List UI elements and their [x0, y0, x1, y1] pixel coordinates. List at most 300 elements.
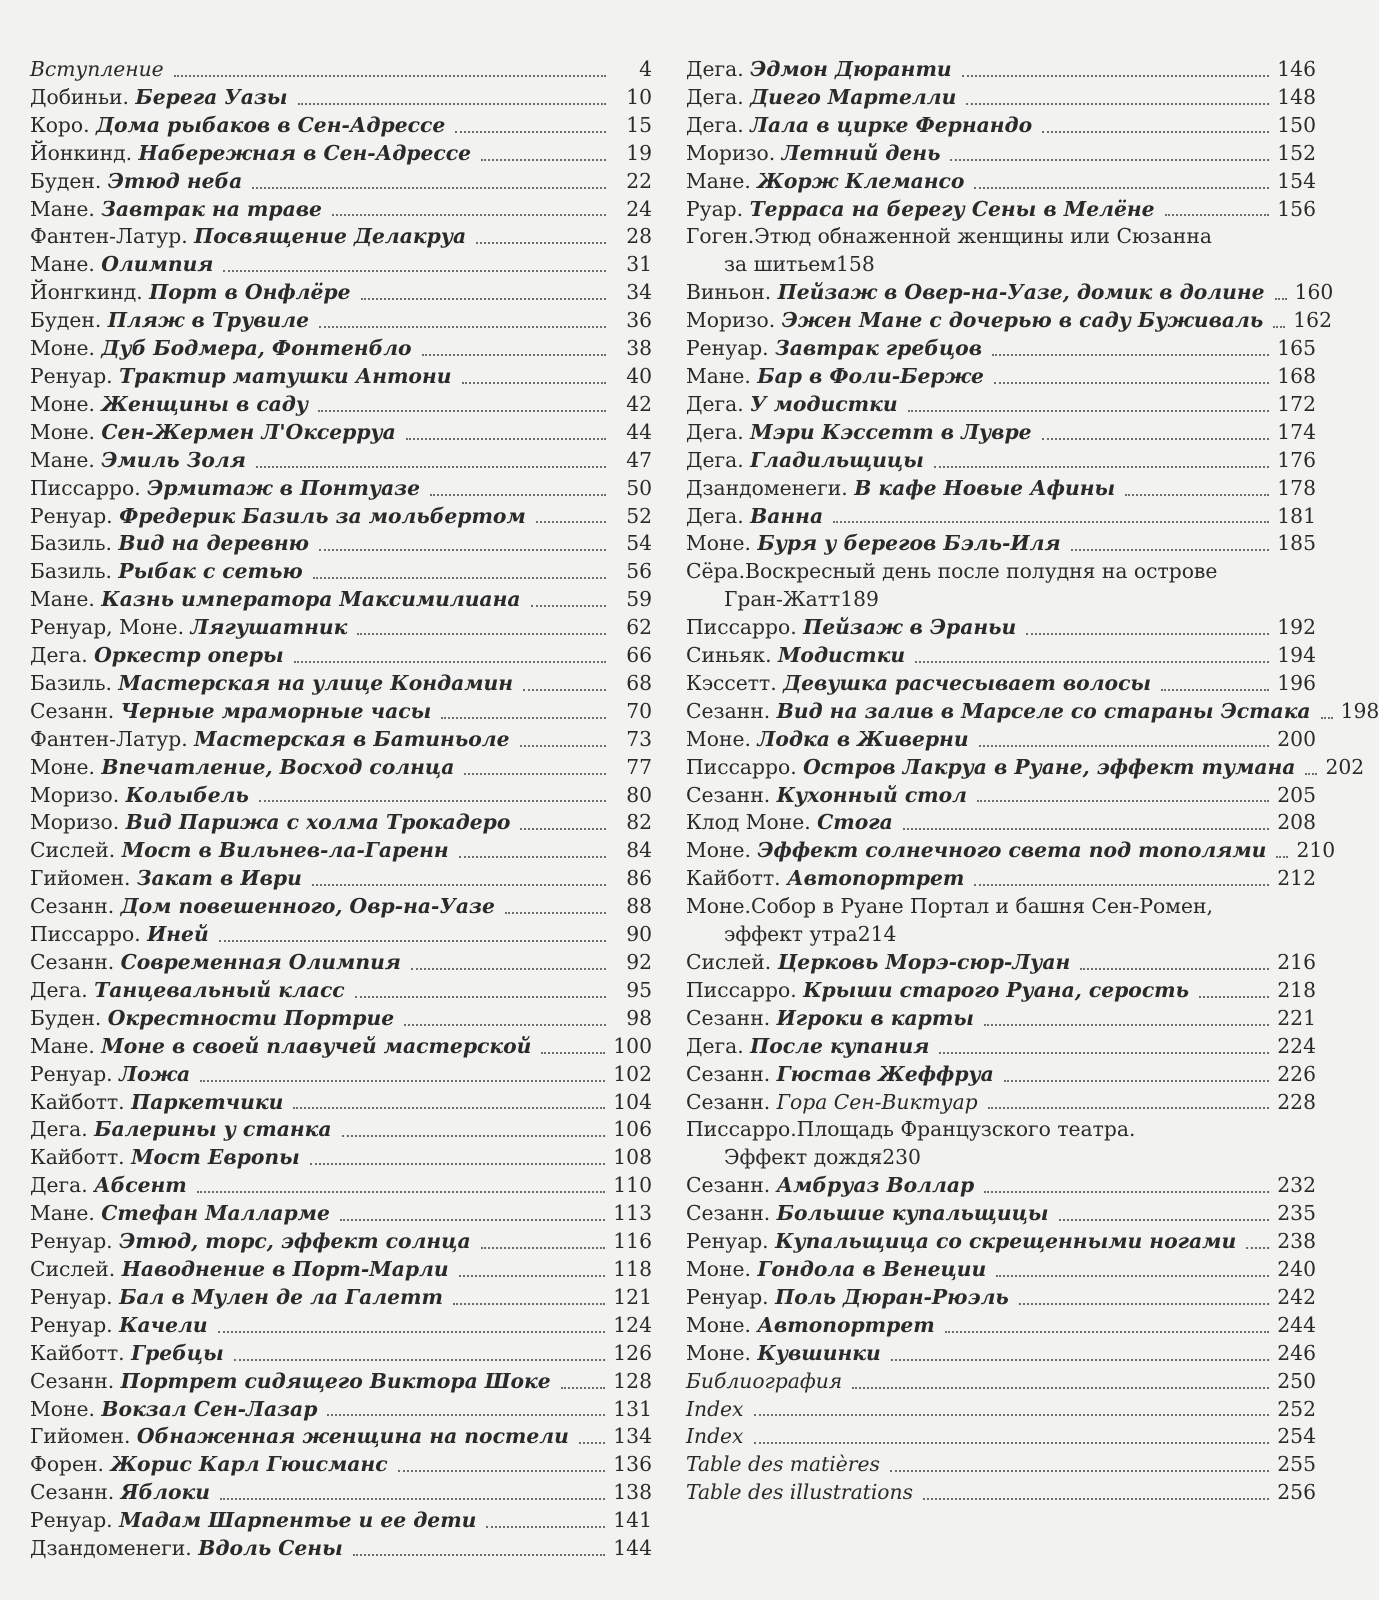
toc-entry-page: 172 [1277, 391, 1316, 416]
toc-entry-title: Index [686, 1396, 744, 1421]
toc-entry-text [686, 977, 1189, 1005]
toc-entry-author: Моне. [686, 726, 751, 751]
toc-entry-page: 192 [1277, 615, 1316, 640]
toc-entry [686, 1089, 1316, 1117]
toc-entry-page: 178 [1277, 475, 1316, 500]
toc-entry-text [686, 1423, 744, 1451]
toc-entry-text [686, 1005, 974, 1033]
toc-entry-author: Моне. [30, 336, 95, 361]
toc-entry-page: 158 [836, 252, 875, 277]
toc-entry-text [686, 1172, 974, 1200]
toc-entry-author: Сезанн. [686, 698, 771, 723]
toc-entry-page: 176 [1277, 447, 1316, 472]
toc-entry-author: Моне. [686, 1340, 751, 1365]
toc-entry-author: Базиль. [30, 559, 112, 584]
toc-entry-title: Пейзаж в Овер-на-Уазе, домик в долине [777, 280, 1265, 305]
toc-entry-author: Добиньи. [30, 84, 129, 109]
toc-entry-title: Бар в Фоли-Берже [757, 363, 984, 388]
toc-entry [686, 782, 1316, 810]
toc-entry [686, 893, 1316, 949]
toc-entry-page: 214 [857, 922, 897, 947]
dot-leader [422, 354, 606, 356]
dot-leader [992, 354, 1269, 356]
toc-entry-author: Мане. [30, 587, 95, 612]
toc-entry-text [30, 1312, 208, 1340]
toc-entry [30, 1535, 652, 1563]
dot-leader [319, 549, 606, 551]
toc-entry-page: 202 [1325, 754, 1365, 779]
toc-entry-page: 40 [626, 363, 652, 388]
toc-entry [686, 1312, 1316, 1340]
toc-entry [30, 1368, 652, 1396]
toc-entry-page: 189 [840, 587, 879, 612]
toc-entry [686, 1423, 1316, 1451]
toc-entry-author: Ренуар. [686, 1284, 769, 1309]
toc-entry-text [686, 475, 1115, 503]
toc-entry-page: 150 [1277, 112, 1316, 137]
dot-leader [342, 1135, 606, 1137]
dot-leader [294, 661, 606, 663]
toc-entry [30, 279, 652, 307]
toc-entry-page: 246 [1277, 1340, 1316, 1365]
toc-entry-text [30, 1033, 531, 1061]
toc-entry-author: Сезанн. [30, 950, 115, 974]
toc-entry-title: Table des matières [686, 1452, 880, 1477]
dot-leader [332, 214, 606, 216]
dot-leader [318, 410, 606, 412]
toc-entry-text [30, 140, 471, 168]
dot-leader [561, 1387, 606, 1389]
toc-entry-page: 244 [1277, 1312, 1316, 1337]
dot-leader [536, 521, 606, 523]
toc-entry [686, 475, 1316, 503]
dot-leader [1321, 717, 1333, 719]
dot-leader [1004, 1080, 1269, 1082]
toc-entry-page: 224 [1277, 1033, 1316, 1058]
dot-leader [833, 521, 1269, 523]
toc-entry-page: 128 [613, 1368, 652, 1393]
dot-leader [979, 745, 1270, 747]
toc-entry-text [30, 977, 345, 1005]
dot-leader [1199, 996, 1269, 998]
toc-entry [30, 1116, 652, 1144]
toc-entry [686, 1340, 1316, 1368]
toc-entry-page: 144 [613, 1536, 652, 1561]
dot-leader [200, 1080, 605, 1082]
toc-entry-title: Бал в Мулен де ла Галетт [119, 1284, 443, 1309]
toc-entry-author: Моне. [686, 894, 751, 919]
toc-entry [686, 1284, 1316, 1312]
toc-entry-page: 162 [1293, 308, 1332, 333]
toc-entry-page: 208 [1277, 810, 1316, 835]
dot-leader [441, 717, 606, 719]
toc-entry-text [30, 1061, 190, 1089]
toc-entry-title: Черные мраморные часы [120, 698, 432, 723]
toc-entry-text [686, 1451, 880, 1479]
toc-entry-title: Наводнение в Порт-Марли [121, 1256, 449, 1281]
toc-entry-author: Дега. [30, 1117, 88, 1142]
toc-entry-title: Вид на залив в Марселе со стараны Эстака [776, 698, 1311, 723]
toc-entry [686, 447, 1316, 475]
toc-entry-text [686, 1256, 986, 1284]
toc-entry-text [30, 893, 495, 921]
toc-entry-text [30, 391, 308, 419]
toc-entry-text [30, 503, 526, 531]
toc-entry-title: Этюд обнаженной женщины или Сюзанна [754, 224, 1212, 249]
toc-entry-text [686, 447, 924, 475]
toc-entry-text [686, 726, 969, 754]
toc-entry-author: Сезанн. [30, 1368, 115, 1393]
toc-entry-author: Моне. [30, 1396, 95, 1421]
toc-entry-text [30, 614, 347, 642]
toc-entry-title: Мастерская в Батиньоле [194, 726, 510, 751]
toc-entry [30, 837, 652, 865]
toc-entry-text [686, 614, 1016, 642]
dot-leader [1026, 633, 1269, 635]
toc-entry-title: Женщины в саду [101, 391, 309, 416]
toc-entry-text [30, 335, 412, 363]
toc-entry-text [686, 530, 1061, 558]
toc-entry-text [30, 1172, 187, 1200]
toc-entry-title: Лала в цирке Фернандо [750, 112, 1033, 137]
toc-entry-title: Качели [119, 1312, 208, 1337]
toc-entry-author: Писсарро. [30, 922, 141, 947]
toc-entry [686, 168, 1316, 196]
toc-entry-page: 185 [1277, 531, 1316, 556]
toc-entry [686, 837, 1336, 865]
toc-entry-page: 90 [626, 922, 652, 947]
dot-leader [197, 1191, 606, 1193]
toc-entry-text [686, 642, 905, 670]
dot-leader [223, 270, 606, 272]
toc-entry-title: Кувшинки [757, 1340, 881, 1365]
toc-entry-text [686, 1089, 978, 1117]
toc-entry [30, 1089, 652, 1117]
dot-leader [994, 382, 1269, 384]
toc-entry [30, 586, 652, 614]
toc-entry-page: 92 [626, 950, 652, 974]
dot-leader [476, 242, 606, 244]
toc-entry-text [30, 698, 431, 726]
toc-entry-page: 181 [1277, 503, 1316, 528]
dot-leader [1305, 773, 1317, 775]
toc-entry-author: Руар. [686, 196, 744, 221]
toc-entry-title: Яблоки [120, 1480, 210, 1505]
toc-entry-title: Буря у берегов Бэль-Иля [757, 531, 1061, 556]
dot-leader [355, 996, 606, 998]
toc-entry [30, 1423, 652, 1451]
toc-entry-author: Сезанн. [30, 698, 115, 723]
dot-leader [256, 466, 606, 468]
toc-entry-author: Дега. [30, 643, 88, 668]
toc-entry-author: Писсарро. [30, 475, 141, 500]
toc-entry-author: Дега. [686, 1033, 744, 1058]
toc-entry-author: Писсарро. [686, 754, 797, 779]
toc-entry-text [686, 1061, 994, 1089]
dot-leader [1275, 298, 1287, 300]
dot-leader [523, 689, 606, 691]
toc-entry [30, 1451, 652, 1479]
toc-entry-page: 59 [626, 587, 652, 612]
toc-entry-line [686, 1116, 1316, 1144]
toc-entry-text [686, 698, 1311, 726]
toc-entry-page: 250 [1277, 1368, 1316, 1393]
toc-entry-author: Дега. [30, 977, 88, 1002]
toc-entry-text [686, 754, 1295, 782]
toc-entry-page: 52 [626, 503, 652, 528]
toc-entry-author: Ренуар. [30, 1284, 113, 1309]
dot-leader [852, 1387, 1269, 1389]
dot-leader [220, 1498, 605, 1500]
toc-entry-text [30, 642, 284, 670]
dot-leader [984, 1024, 1269, 1026]
toc-entry-page: 131 [613, 1396, 652, 1421]
toc-entry-author: Дега. [686, 419, 744, 444]
toc-entry-page: 82 [626, 810, 652, 835]
toc-entry-page: 230 [882, 1145, 921, 1170]
toc-entry-page: 165 [1277, 336, 1316, 361]
toc-entry-title: Амбруаз Воллар [776, 1173, 975, 1198]
toc-entry-page: 194 [1277, 643, 1316, 668]
dot-leader [1019, 1303, 1269, 1305]
toc-entry [30, 642, 652, 670]
toc-entry [686, 1451, 1316, 1479]
toc-entry-text [30, 1200, 330, 1228]
toc-entry-title: Жорж Клемансо [757, 168, 965, 193]
toc-entry-page: 38 [626, 336, 652, 361]
toc-entry-author: Моне. [686, 1312, 751, 1337]
toc-entry-page: 31 [626, 252, 652, 277]
toc-entry-author: Сезанн. [30, 894, 115, 919]
dot-leader [234, 1359, 606, 1361]
toc-entry-text [30, 419, 396, 447]
toc-entry-author: Мане. [686, 363, 751, 388]
toc-entry-title: Вид на деревню [118, 531, 309, 556]
toc-entry-title: Вид Парижа с холма Трокадеро [125, 810, 511, 835]
toc-entry-title: Завтрак гребцов [775, 336, 983, 361]
toc-entry-title: Диего Мартелли [750, 84, 957, 109]
toc-left-column [30, 56, 652, 1600]
toc-entry [686, 1172, 1316, 1200]
toc-entry-title-continued: Эффект дождя [724, 1145, 883, 1170]
toc-entry-title: Терраса на берегу Сены в Мелёне [749, 196, 1155, 221]
toc-entry [30, 1312, 652, 1340]
toc-entry-page: 160 [1294, 280, 1334, 305]
toc-entry [30, 251, 652, 279]
dot-leader [579, 1442, 605, 1444]
toc-entry-text [30, 865, 302, 893]
dot-leader [1071, 549, 1270, 551]
toc-entry [30, 84, 652, 112]
toc-entry-author: Моризо. [30, 810, 120, 835]
toc-entry [30, 1256, 652, 1284]
toc-entry-page: 34 [626, 280, 652, 305]
toc-entry-author: Моризо. [686, 308, 776, 333]
toc-entry-text [30, 56, 164, 84]
toc-entry-page: 113 [613, 1201, 652, 1226]
dot-leader [357, 633, 606, 635]
toc-entry-page: 98 [626, 1005, 652, 1030]
toc-entry-title: Поль Дюран-Рюэль [775, 1284, 1009, 1309]
toc-entry-page: 238 [1277, 1229, 1316, 1254]
toc-entry [30, 809, 652, 837]
toc-entry-page: 226 [1277, 1061, 1316, 1086]
toc-entry-title: Гребцы [131, 1340, 224, 1365]
dot-leader [298, 103, 606, 105]
toc-entry-author: Буден. [30, 308, 102, 333]
toc-entry-text [30, 363, 452, 391]
toc-entry-title: Девушка расчесывает волосы [783, 670, 1152, 695]
toc-entry-page: 54 [626, 531, 652, 556]
toc-entry-text [30, 475, 420, 503]
toc-entry-title: Обнаженная женщина на постели [136, 1424, 569, 1449]
toc-entry-title-continued: за шитьем [724, 252, 837, 277]
toc-entry [30, 196, 652, 224]
dot-leader [174, 75, 606, 77]
toc-entry-author: Дега. [686, 391, 744, 416]
toc-entry-text [30, 809, 510, 837]
dot-leader [520, 745, 607, 747]
toc-entry-author: Моризо. [686, 140, 776, 165]
toc-entry-title: Портрет сидящего Виктора Шоке [120, 1368, 551, 1393]
toc-entry-title: Стефан Малларме [101, 1201, 330, 1226]
toc-entry [30, 1033, 652, 1061]
dot-leader [312, 884, 606, 886]
dot-leader [984, 1191, 1269, 1193]
toc-entry [686, 530, 1316, 558]
toc-entry [686, 1396, 1316, 1424]
dot-leader [411, 968, 606, 970]
toc-entry-title: Олимпия [101, 252, 214, 277]
toc-entry-title: Летний день [781, 140, 941, 165]
toc-entry-title: Мадам Шарпентье и ее дети [119, 1508, 477, 1533]
toc-entry-page: 121 [613, 1284, 652, 1309]
toc-entry-author: Мане. [30, 1033, 95, 1058]
toc-entry [686, 335, 1316, 363]
dot-leader [219, 940, 606, 942]
toc-entry-title: Ванна [750, 503, 824, 528]
toc-entry-title: Берега Уазы [135, 84, 288, 109]
toc-entry-title: Абсент [94, 1173, 187, 1198]
toc-entry-title: Лягушатник [190, 615, 348, 640]
dot-leader [353, 1554, 606, 1556]
toc-entry-text [30, 558, 303, 586]
toc-entry-author: Форен. [30, 1452, 104, 1477]
dot-leader [481, 1247, 606, 1249]
toc-entry [30, 475, 652, 503]
toc-entry-author: Буден. [30, 168, 102, 193]
toc-entry-author: Гийомен. [30, 1424, 131, 1449]
toc-entry-page: 256 [1277, 1480, 1316, 1505]
dot-leader [361, 298, 607, 300]
toc-entry-author: Ренуар, Моне. [30, 615, 185, 640]
toc-entry-author: Сезанн. [686, 782, 771, 807]
toc-entry-page: 174 [1277, 419, 1316, 444]
toc-entry-title: Набережная в Сен-Адрессе [138, 140, 471, 165]
toc-entry [686, 1116, 1316, 1172]
toc-entry-title: Посвящение Делакруа [194, 224, 467, 249]
dot-leader [459, 856, 606, 858]
toc-entry-author: Кайботт. [686, 866, 781, 891]
toc-entry-title: Фредерик Базиль за мольбертом [119, 503, 526, 528]
toc-entry-author: Писсарро. [686, 977, 797, 1002]
toc-entry-text [30, 1116, 332, 1144]
toc-entry-author: Сислей. [686, 950, 772, 974]
toc-entry [30, 949, 652, 977]
toc-entry-text [30, 1423, 569, 1451]
toc-entry-author: Базиль. [30, 531, 112, 556]
toc-entry-title: Дом повешенного, Овр-на-Уазе [120, 894, 495, 919]
toc-entry-author: Гийомен. [30, 866, 131, 891]
toc-entry-title: Этюд, торс, эффект солнца [119, 1229, 471, 1254]
toc-entry-author: Мане. [30, 252, 95, 277]
dot-leader [398, 1470, 606, 1472]
toc-entry-author: Дега. [686, 112, 744, 137]
dot-leader [950, 159, 1269, 161]
toc-entry-text [686, 168, 964, 196]
toc-entry-text [30, 1144, 300, 1172]
toc-entry-author: Дега. [686, 84, 744, 109]
toc-entry [686, 363, 1316, 391]
toc-entry [686, 1005, 1316, 1033]
toc-entry [30, 307, 652, 335]
toc-entry-page: 44 [626, 419, 652, 444]
dot-leader [890, 1470, 1269, 1472]
toc-entry-text [30, 1256, 449, 1284]
toc-entry [30, 1340, 652, 1368]
toc-entry-text [686, 1368, 842, 1396]
dot-leader [1059, 1219, 1270, 1221]
toc-entry [686, 865, 1316, 893]
toc-entry [30, 558, 652, 586]
toc-entry [30, 782, 652, 810]
toc-entry-text [30, 1535, 343, 1563]
toc-right-column [686, 56, 1379, 1600]
toc-entry-text [30, 168, 242, 196]
dot-leader [404, 1024, 606, 1026]
toc-entry-title: Казнь императора Максимилиана [101, 587, 521, 612]
toc-entry-page: 110 [613, 1173, 652, 1198]
toc-entry-text [686, 1200, 1049, 1228]
toc-entry [686, 223, 1316, 279]
toc-entry-author: Моне. [30, 419, 95, 444]
toc-entry-line [686, 558, 1316, 586]
toc-entry-title: Иней [147, 922, 209, 947]
toc-entry-text [686, 1312, 935, 1340]
toc-entry-page: 66 [626, 643, 652, 668]
toc-entry-author: Мане. [686, 168, 751, 193]
dot-leader [293, 1107, 605, 1109]
toc-entry-text [30, 84, 288, 112]
dot-leader [939, 1052, 1269, 1054]
toc-entry-text [686, 837, 1266, 865]
toc-entry-title: Мэри Кэссетт в Лувре [750, 419, 1032, 444]
dot-leader [977, 800, 1269, 802]
dot-leader [754, 1414, 1270, 1416]
toc-entry-author: Дега. [686, 57, 744, 81]
dot-leader [1125, 494, 1269, 496]
toc-entry-text [30, 1396, 317, 1424]
toc-entry-title: Остров Лакруа в Руане, эффект тумана [803, 754, 1296, 779]
toc-entry-text [686, 809, 893, 837]
toc-entry [686, 1368, 1316, 1396]
toc-entry [30, 335, 652, 363]
toc-entry-title: Вступление [30, 57, 164, 81]
toc-entry-text [686, 335, 982, 363]
toc-entry-title: Впечатление, Восход солнца [101, 754, 455, 779]
toc-entry-author: Сезанн. [686, 1201, 771, 1226]
toc-entry [30, 726, 652, 754]
